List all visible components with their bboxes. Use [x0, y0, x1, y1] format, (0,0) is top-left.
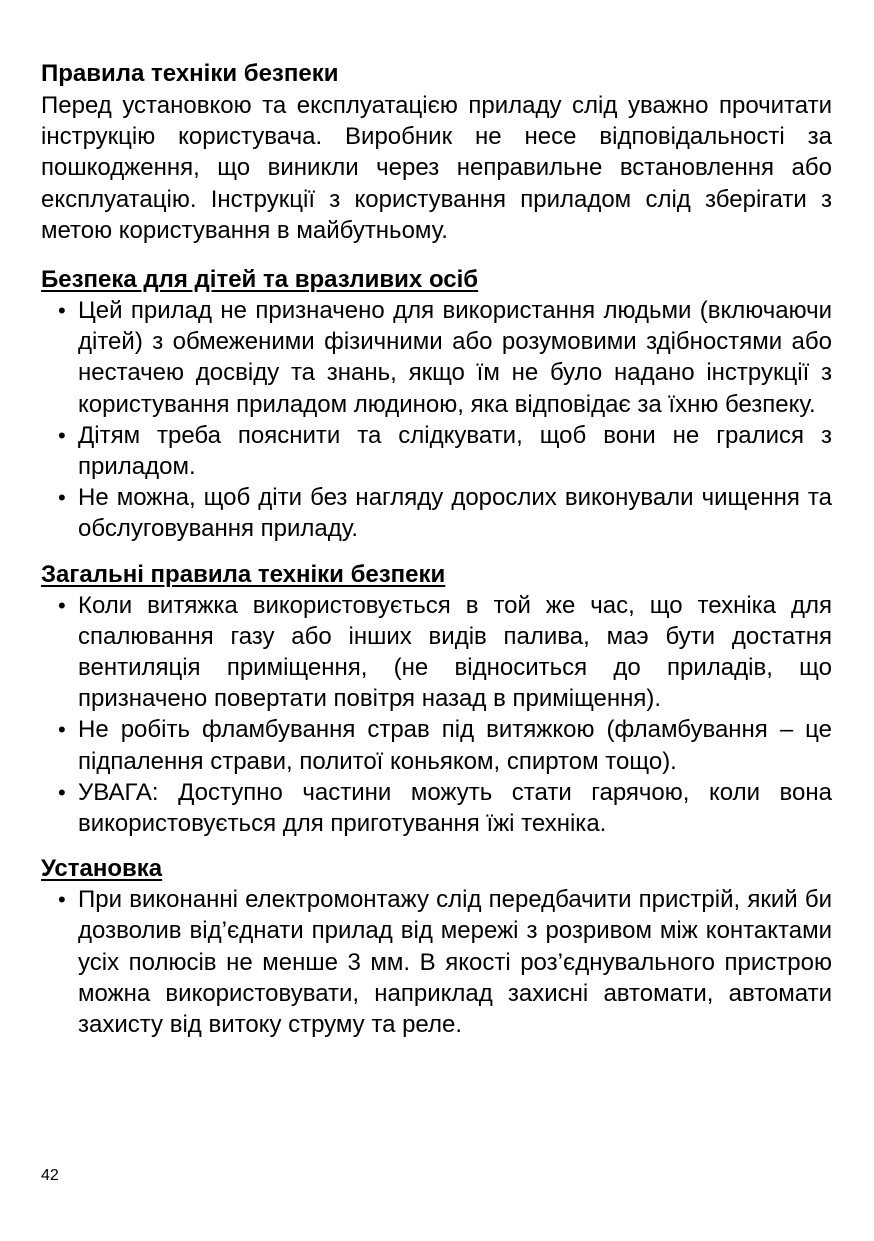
list-item — [41, 714, 832, 776]
children-safety-heading: Безпека для дітей та вразливих осіб — [41, 266, 479, 294]
installation-list — [41, 884, 832, 1040]
list-item-text: Цей прилад не призначено для використання людьми (включаючи дітей) з обмеженими фізичними або розумовими здібностями або нестачею досвіду та знань, якщо їм не було надано інструкції з користування приладом людиною, яка відповідає за їхню безпеку. — [78, 297, 832, 418]
list-item-text: Не робіть фламбування страв під витяжкою (фламбування – це підпалення страви, политої коньяком, спиртом тощо). — [78, 716, 832, 775]
installation-heading: Установка — [41, 855, 163, 883]
bullet-icon: • — [58, 592, 66, 618]
bullet-icon: • — [58, 422, 66, 448]
general-safety-list — [41, 590, 832, 840]
list-item — [41, 420, 832, 482]
list-item — [41, 884, 832, 1040]
list-item — [41, 482, 832, 544]
safety-rules-title: Правила техніки безпеки — [41, 60, 339, 87]
page-number: 42 — [41, 1167, 59, 1184]
children-safety-list — [41, 295, 832, 545]
bullet-icon: • — [58, 717, 66, 743]
bullet-icon: • — [58, 779, 66, 805]
bullet-icon: • — [58, 485, 66, 511]
intro-paragraph: Перед установкою та експлуатацією приладу слід уважно прочитати інструкцію користувача. Виробник не несе відповідальності за пошкодження, що виникли через неправильне встановлення або експлуатацію. Інструкції з користування приладом слід зберігати з метою користування в майбутньому. — [41, 92, 832, 244]
general-safety-heading: Загальні правила техніки безпеки — [41, 560, 446, 588]
list-item-text: УВАГА: Доступно частини можуть стати гарячою, коли вона використовується для приготування їжі техніка. — [78, 778, 832, 838]
bullet-icon: • — [58, 298, 66, 324]
list-item-text: Не можна, щоб діти без нагляду дорослих виконували чищення та обслуговування приладу. — [78, 484, 832, 543]
document-page — [41, 58, 832, 1040]
list-item-text: Коли витяжка використовується в той же час, що техніка для спалювання газу або інших видів палива, маэ бути достатня вентиляція приміщення, (не відноситься до приладів, що призначено повертати повітря назад в приміщення). — [78, 591, 832, 713]
list-item-text: Дітям треба пояснити та слідкувати, щоб вони не гралися з приладом. — [78, 421, 832, 481]
bullet-icon: • — [58, 887, 66, 913]
list-item — [41, 590, 832, 715]
list-item — [41, 777, 832, 839]
list-item-text: При виконанні електромонтажу слід передбачити пристрій, який би дозволив від’єднати прилад від мережі з розривом між контактами усіх полюсів не менше 3 мм. В якості роз’єднувального пристрою можна використовувати, наприклад захисні автомати, автомати захисту від витоку струму та реле. — [78, 886, 832, 1039]
list-item — [41, 295, 832, 420]
